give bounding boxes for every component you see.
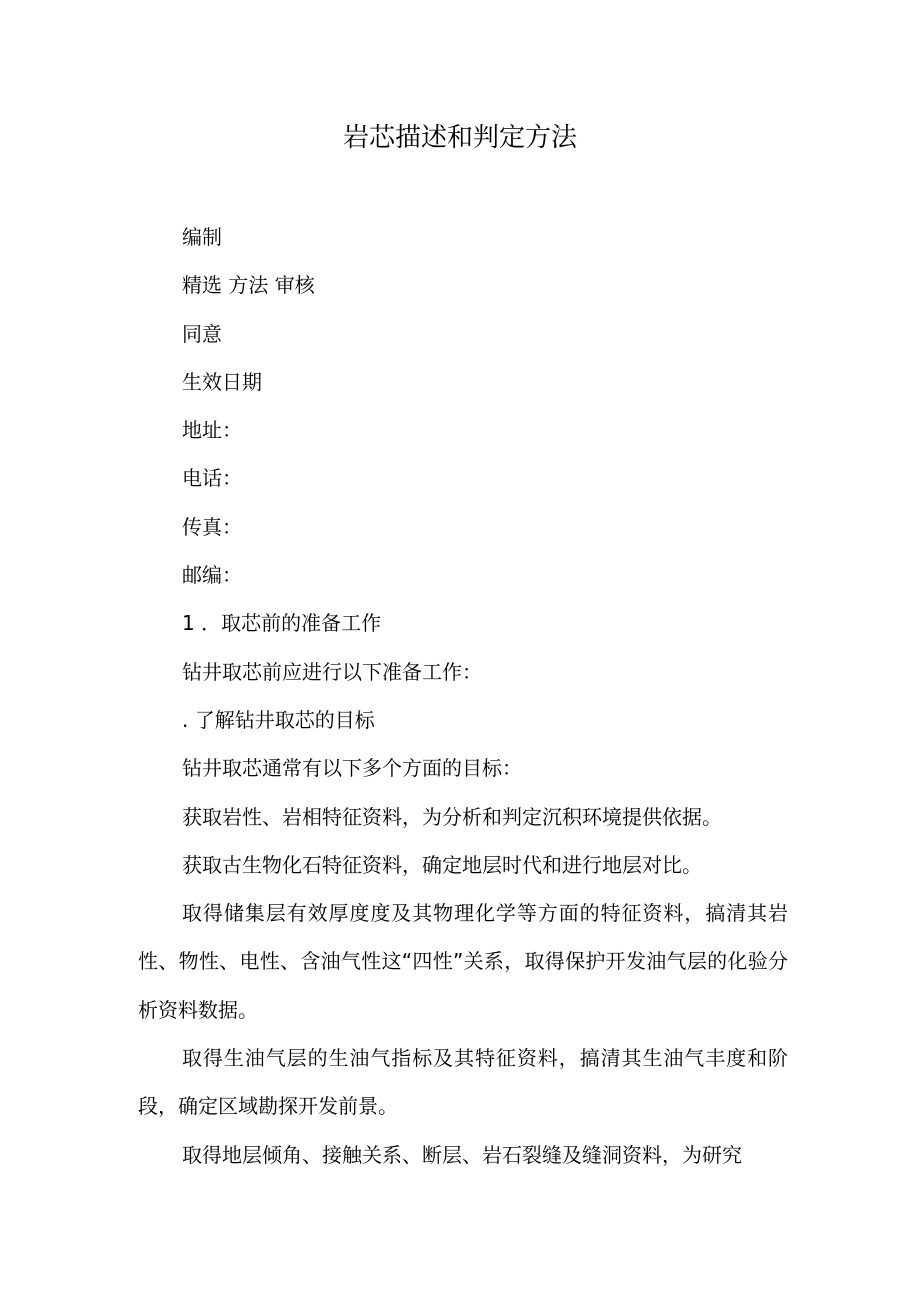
subheading-coring-goals: . 了解钻井取芯的目标	[182, 707, 375, 732]
paragraph-effective-date: 生效日期	[182, 369, 262, 394]
paragraph-goal-structure: 取得地层倾角、接触关系、断层、岩石裂缝及缝洞资料，为研究	[182, 1142, 742, 1167]
paragraph-preparation-intro: 钻井取芯前应进行以下准备工作：	[182, 659, 482, 684]
paragraph-compiler: 编制	[182, 225, 222, 249]
paragraph-goal-source-rock: 取得生油气层的生油气指标及其特征资料，搞清其生油气丰度和阶段，确定区域勘探开发前景。	[138, 1046, 788, 1119]
paragraph-phone: 电话：	[182, 466, 242, 491]
paragraph-address: 地址：	[182, 418, 242, 443]
paragraph-goal-lithology: 获取岩性、岩相特征资料，为分析和判定沉积环境提供依据。	[182, 804, 722, 829]
paragraph-goals-intro: 钻井取芯通常有以下多个方面的目标：	[182, 756, 522, 781]
document-title: 岩芯描述和判定方法	[342, 123, 577, 153]
paragraph-approve: 同意	[182, 321, 222, 346]
paragraph-postcode: 邮编：	[182, 563, 242, 588]
paragraph-goal-fossils: 获取古生物化石特征资料，确定地层时代和进行地层对比。	[182, 852, 702, 877]
paragraph-fax: 传真：	[182, 514, 242, 539]
document-body	[138, 213, 788, 1179]
paragraph-goal-reservoir: 取得储集层有效厚度度及其物理化学等方面的特征资料，搞清其岩性、物性、电性、含油气性这“四性”关系，取得保护开发油气层的化验分析资料数据。	[138, 901, 788, 1022]
section-heading-preparation: 1 ．取芯前的准备工作	[182, 611, 382, 636]
paragraph-review: 精选 方法 审核	[182, 273, 315, 298]
